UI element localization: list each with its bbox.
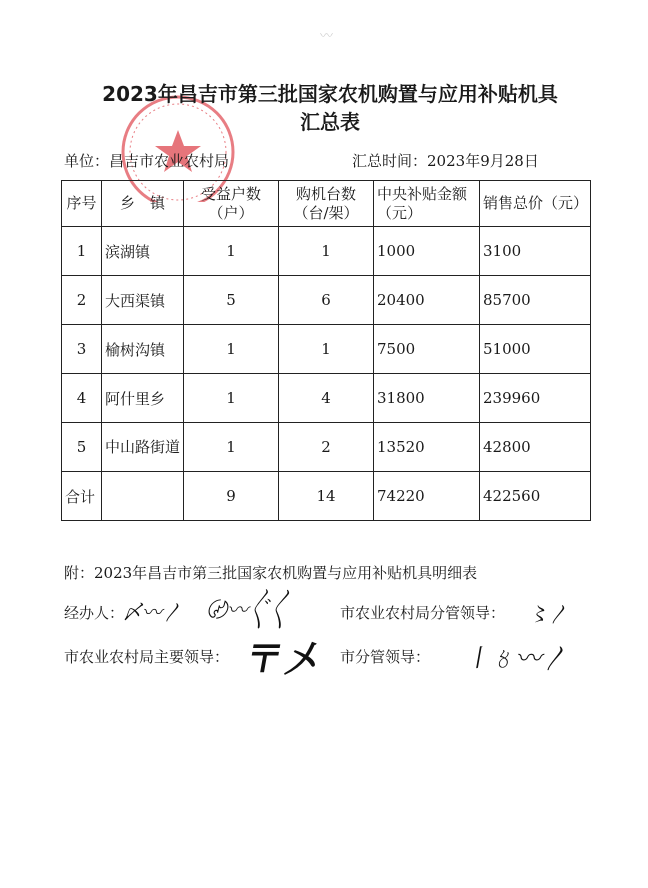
document-title — [40, 80, 620, 136]
header-town: 乡 镇 — [102, 181, 184, 227]
handler-signature-2: 〄〰〲〱 — [204, 598, 295, 622]
handler-label: 经办人： — [64, 604, 125, 622]
table-row — [62, 227, 591, 276]
table-row — [62, 374, 591, 423]
cell-town: 大西渠镇 — [102, 276, 184, 325]
cell-sales: 85700 — [480, 276, 591, 325]
dept-leader-signature: 〻〳 — [527, 602, 572, 626]
summary-table — [61, 180, 591, 521]
cell-no: 3 — [62, 325, 102, 374]
table-row — [62, 423, 591, 472]
cell-no: 2 — [62, 276, 102, 325]
date-value: 2023年9月28日 — [427, 152, 539, 170]
cell-subsidy: 1000 — [374, 227, 480, 276]
main-leader-label: 市农业农村局主要领导： — [64, 648, 230, 666]
title-line-2: 汇总表 — [300, 110, 360, 134]
table-row — [62, 325, 591, 374]
header-households: 受益户数（户） — [184, 181, 279, 227]
cell-subsidy: 7500 — [374, 325, 480, 374]
cell-machines: 1 — [279, 325, 374, 374]
unit-value: 昌吉市农业农村局 — [109, 152, 230, 170]
attachment-note: 附：2023年昌吉市第三批国家农机购置与应用补贴机具明细表 — [64, 564, 478, 582]
city-leader-label: 市分管领导： — [340, 648, 431, 666]
cell-sales: 51000 — [480, 325, 591, 374]
cell-no: 1 — [62, 227, 102, 276]
cell-households: 1 — [184, 374, 279, 423]
date-label: 汇总时间： — [352, 152, 428, 170]
cell-households: 1 — [184, 423, 279, 472]
cell-machines: 1 — [279, 227, 374, 276]
cell-households: 1 — [184, 227, 279, 276]
date-line — [352, 150, 539, 171]
cell-households: 1 — [184, 325, 279, 374]
cell-town: 榆树沟镇 — [102, 325, 184, 374]
header-sales: 销售总价（元） — [480, 181, 591, 227]
cell-households: 5 — [184, 276, 279, 325]
title-line-1: 2023年昌吉市第三批国家农机购置与应用补贴机具 — [102, 82, 558, 106]
cell-total-sales: 422560 — [480, 472, 591, 521]
unit-label: 单位： — [64, 152, 110, 170]
cell-subsidy: 20400 — [374, 276, 480, 325]
cell-total-label: 合计 — [62, 472, 102, 521]
cell-total-subsidy: 74220 — [374, 472, 480, 521]
cell-town: 中山路街道 — [102, 423, 184, 472]
cell-no: 4 — [62, 374, 102, 423]
handler-signature-1: 〆〰〳 — [121, 600, 187, 624]
cell-total-machines: 14 — [279, 472, 374, 521]
unit-line — [64, 150, 229, 171]
cell-machines: 4 — [279, 374, 374, 423]
dept-leader-label: 市农业农村局分管领导： — [340, 604, 506, 622]
cell-sales: 42800 — [480, 423, 591, 472]
cell-town: 滨湖镇 — [102, 227, 184, 276]
cell-machines: 6 — [279, 276, 374, 325]
city-leader-signature: 〡〥〰〳 — [462, 644, 573, 674]
cell-total-town — [102, 472, 184, 521]
header-machines: 购机台数（台/架） — [279, 181, 374, 227]
header-subsidy: 中央补贴金额（元） — [374, 181, 480, 227]
cell-machines: 2 — [279, 423, 374, 472]
cell-no: 5 — [62, 423, 102, 472]
table-total-row — [62, 472, 591, 521]
cell-total-households: 9 — [184, 472, 279, 521]
table-header-row — [62, 181, 591, 227]
pencil-mark: 〰 — [320, 29, 334, 44]
main-leader-signature: 〒〤 — [241, 637, 326, 681]
cell-town: 阿什里乡 — [102, 374, 184, 423]
cell-subsidy: 13520 — [374, 423, 480, 472]
cell-subsidy: 31800 — [374, 374, 480, 423]
header-no: 序号 — [62, 181, 102, 227]
cell-sales: 3100 — [480, 227, 591, 276]
table-row — [62, 276, 591, 325]
cell-sales: 239960 — [480, 374, 591, 423]
